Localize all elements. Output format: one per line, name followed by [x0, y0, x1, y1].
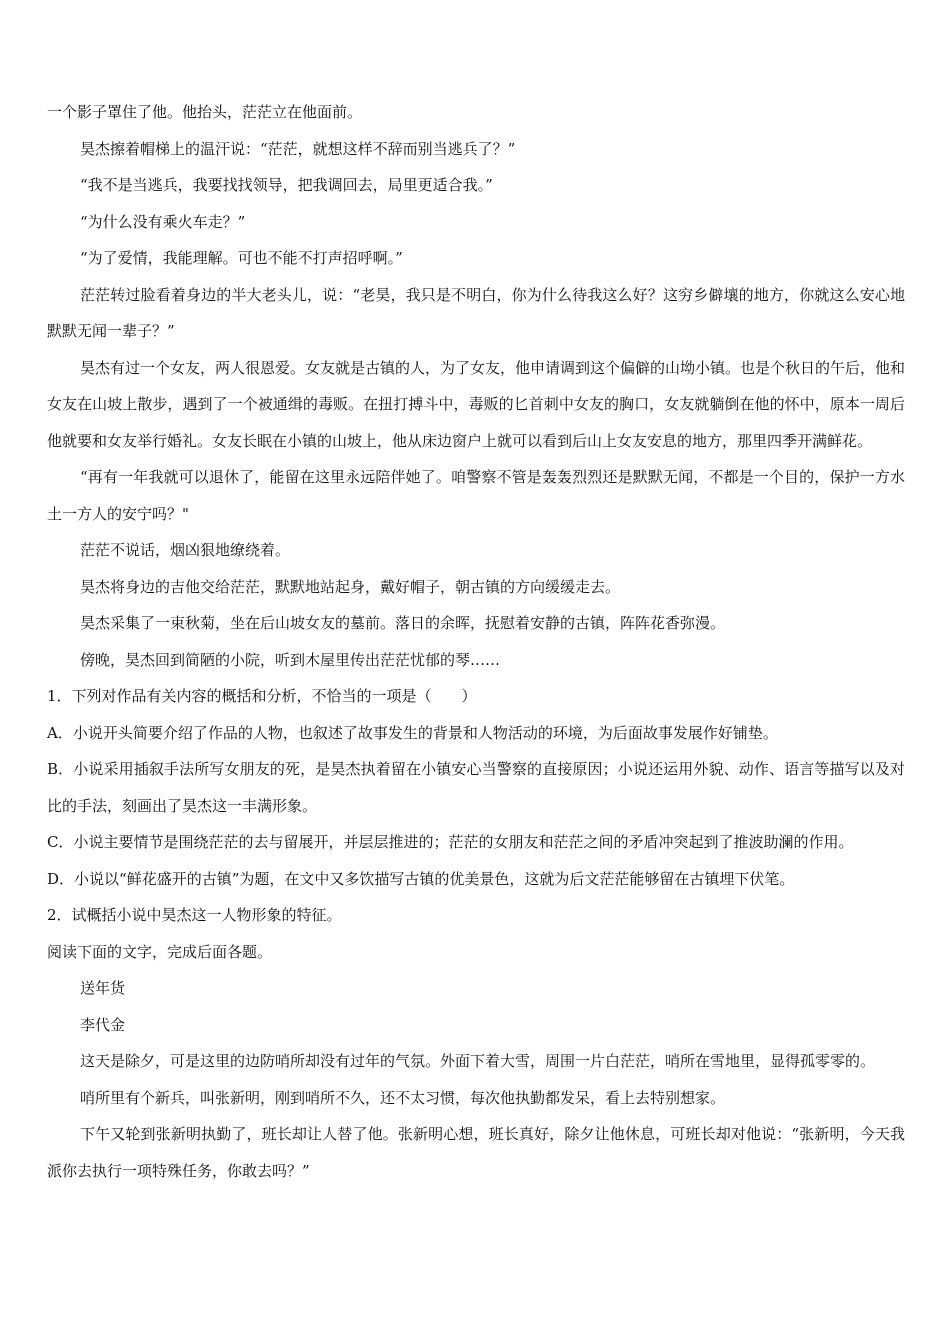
paragraph: 哨所里有个新兵，叫张新明，刚到哨所不久，还不太习惯，每次他执勤都发呆，看上去特别想家。 [80, 1088, 726, 1107]
paragraph: 昊杰擦着帽梯上的温汗说：“茫茫，就想这样不辞而别当逃兵了？” [80, 139, 516, 158]
paragraph: 茫茫转过脸看着身边的半大老头儿，说：“老昊，我只是不明白，你为什么待我这么好？这穷乡僻壤的地方，你就这么安心地默默无闻一辈子？” [47, 285, 905, 340]
paragraph: 茫茫不说话，烟凶狠地缭绕着。 [80, 541, 291, 559]
paragraph: “我不是当逃兵，我要找找领导，把我调回去，局里更适合我。” [80, 176, 493, 194]
option-d: D．小说以“鲜花盛开的古镇”为题，在文中又多饮描写古镇的优美景色，这就为后文茫茫能够留在古镇埋下伏笔。 [47, 869, 795, 888]
paragraph: 昊杰将身边的吉他交给茫茫，默默地站起身，戴好帽子，朝古镇的方向缓缓走去。 [80, 577, 621, 596]
question-2: 2．试概括小说中昊杰这一人物形象的特征。 [47, 906, 342, 924]
document-body [47, 94, 905, 1189]
story-author: 李代金 [80, 1015, 126, 1034]
story-title: 送年货 [80, 979, 126, 997]
paragraph: 昊杰采集了一束秋菊，坐在后山坡女友的墓前。落日的余晖，抚慰着安静的古镇，阵阵花香弥漫。 [80, 614, 726, 632]
reading-instruction: 阅读下面的文字，完成后面各题。 [47, 942, 273, 961]
question-1: 1．下列对作品有关内容的概括和分析，不恰当的一项是（ ） [47, 687, 477, 705]
paragraph: “为什么没有乘火车走？” [80, 212, 246, 231]
paragraph: 昊杰有过一个女友，两人很恩爱。女友就是古镇的人，为了女友，他申请调到这个偏僻的山坳小镇。也是个秋日的午后，他和女友在山坡上散步，遇到了一个被通缉的毒贩。在扭打搏斗中，毒贩的匕首刺中女友的胸口，女友就躺倒在他的怀中，原本一周后他就要和女友举行婚礼。女友长眠在小镇的山坡上，他从床边窗户上就可以看到后山上女友安息的地方，那里四季开满鲜花。 [47, 358, 906, 450]
paragraph: “为了爱情，我能理解。可也不能不打声招呼啊。” [80, 249, 403, 267]
paragraph: “再有一年我就可以退休了，能留在这里永远陪伴她了。咱警察不管是轰轰烈烈还是默默无闻，不都是一个目的，保护一方水土一方人的安宁吗？" [47, 468, 905, 523]
paragraph: 一个影子罩住了他。他抬头，茫茫立在他面前。 [47, 103, 363, 121]
paragraph: 下午又轮到张新明执勤了，班长却让人替了他。张新明心想，班长真好，除夕让他休息，可班长却对他说：“张新明，今天我派你去执行一项特殊任务，你敢去吗？” [47, 1125, 905, 1180]
option-a: A．小说开头简要介绍了作品的人物，也叙述了故事发生的背景和人物活动的环境，为后面故事发展作好铺垫。 [47, 723, 778, 742]
option-b: B．小说采用插叙手法所写女朋友的死，是昊杰执着留在小镇安心当警察的直接原因；小说还运用外貌、动作、语言等描写以及对比的手法，刻画出了昊杰这一丰满形象。 [47, 760, 905, 815]
option-c: C．小说主要情节是围绕茫茫的去与留展开，并层层推进的；茫茫的女朋友和茫茫之间的矛盾冲突起到了推波助澜的作用。 [47, 833, 854, 851]
paragraph: 傍晚，昊杰回到简陋的小院，听到木屋里传出茫茫忧郁的琴…… [80, 650, 501, 669]
paragraph: 这天是除夕，可是这里的边防哨所却没有过年的气氛。外面下着大雪，周围一片白茫茫，哨所在雪地里，显得孤零零的。 [80, 1052, 876, 1070]
